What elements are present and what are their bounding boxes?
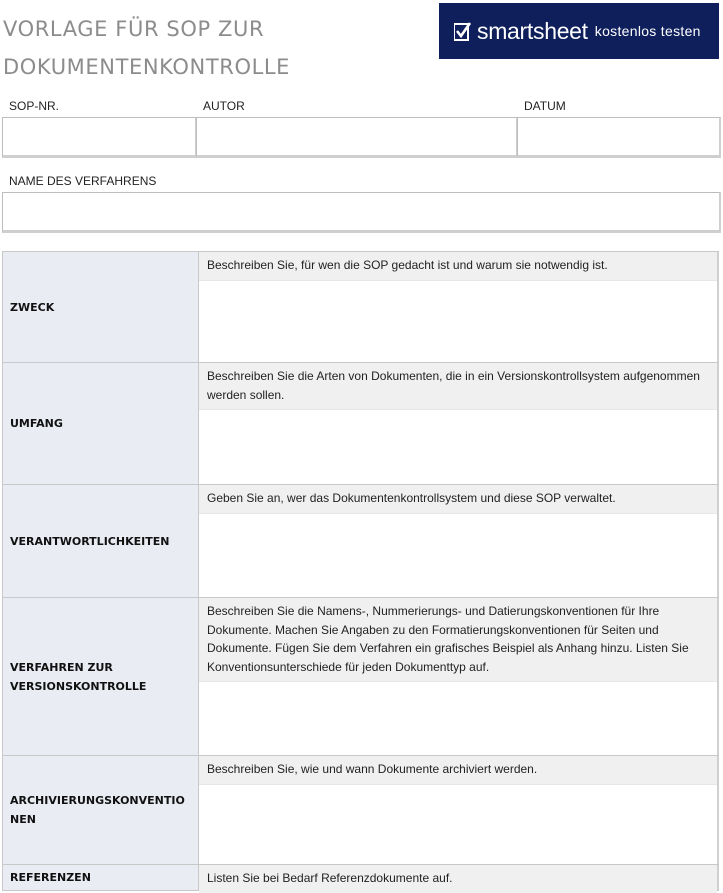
section-description: Beschreiben Sie, für wen die SOP gedacht ist und warum sie notwendig ist. — [199, 252, 717, 281]
section-row-archivierung — [2, 756, 719, 865]
sop-sections-table — [2, 251, 719, 891]
section-label: UMFANG — [2, 363, 199, 484]
section-label: VERANTWORTLICHKEITEN — [2, 485, 199, 597]
procedure-name-field[interactable] — [2, 192, 721, 233]
check-icon — [454, 22, 471, 41]
section-row-versionskontrolle — [2, 598, 719, 756]
section-input-area[interactable] — [199, 785, 717, 865]
section-row-referenzen — [2, 865, 719, 891]
section-label: VERFAHREN ZUR VERSIONSKONTROLLE — [2, 598, 199, 755]
section-input-area[interactable] — [199, 514, 717, 598]
section-description: Beschreiben Sie die Namens-, Nummerierungs- und Datierungskonventionen für Ihre Dokumente. Machen Sie Angaben zu den Formatierungskonventionen für Seiten und Dokumente. Fügen Sie dem Verfahren ein grafisches Beispiel als Anhang hinzu. Listen Sie Konventionsunterschiede für jeden Dokumenttyp auf. — [199, 598, 717, 682]
section-input-area[interactable] — [199, 682, 717, 755]
section-description: Beschreiben Sie, wie und wann Dokumente archiviert werden. — [199, 756, 717, 785]
section-label: ARCHIVIERUNGSKONVENTIONEN — [2, 756, 199, 864]
author-label: AUTOR — [203, 99, 245, 113]
document-title-line-2: DOKUMENTENKONTROLLE — [3, 55, 291, 79]
section-row-umfang — [2, 363, 719, 485]
section-label: REFERENZEN — [2, 865, 199, 890]
author-field[interactable] — [196, 117, 518, 158]
section-description: Beschreiben Sie die Arten von Dokumenten, die in ein Versionskontrollsystem aufgenommen werden sollen. — [199, 363, 717, 410]
smartsheet-banner[interactable] — [439, 3, 719, 59]
sop-nr-label: SOP-NR. — [9, 99, 60, 113]
date-label: DATUM — [524, 99, 566, 113]
section-input-area[interactable] — [199, 410, 717, 484]
document-title-line-1: VORLAGE FÜR SOP ZUR — [3, 17, 265, 41]
sop-nr-field[interactable] — [2, 117, 197, 158]
section-input-area[interactable] — [199, 281, 717, 363]
section-row-verantwortlichkeiten — [2, 485, 719, 598]
section-description: Listen Sie bei Bedarf Referenzdokumente auf. — [199, 865, 717, 893]
free-trial-link[interactable]: kostenlos testen — [594, 23, 701, 39]
document-title — [3, 10, 290, 86]
section-row-zweck — [2, 252, 719, 363]
procedure-name-label: NAME DES VERFAHRENS — [9, 174, 157, 188]
brand-name: smartsheet — [477, 17, 588, 44]
section-description: Geben Sie an, wer das Dokumentenkontrollsystem und diese SOP verwaltet. — [199, 485, 717, 514]
date-field[interactable] — [517, 117, 721, 158]
section-label: ZWECK — [2, 252, 199, 362]
